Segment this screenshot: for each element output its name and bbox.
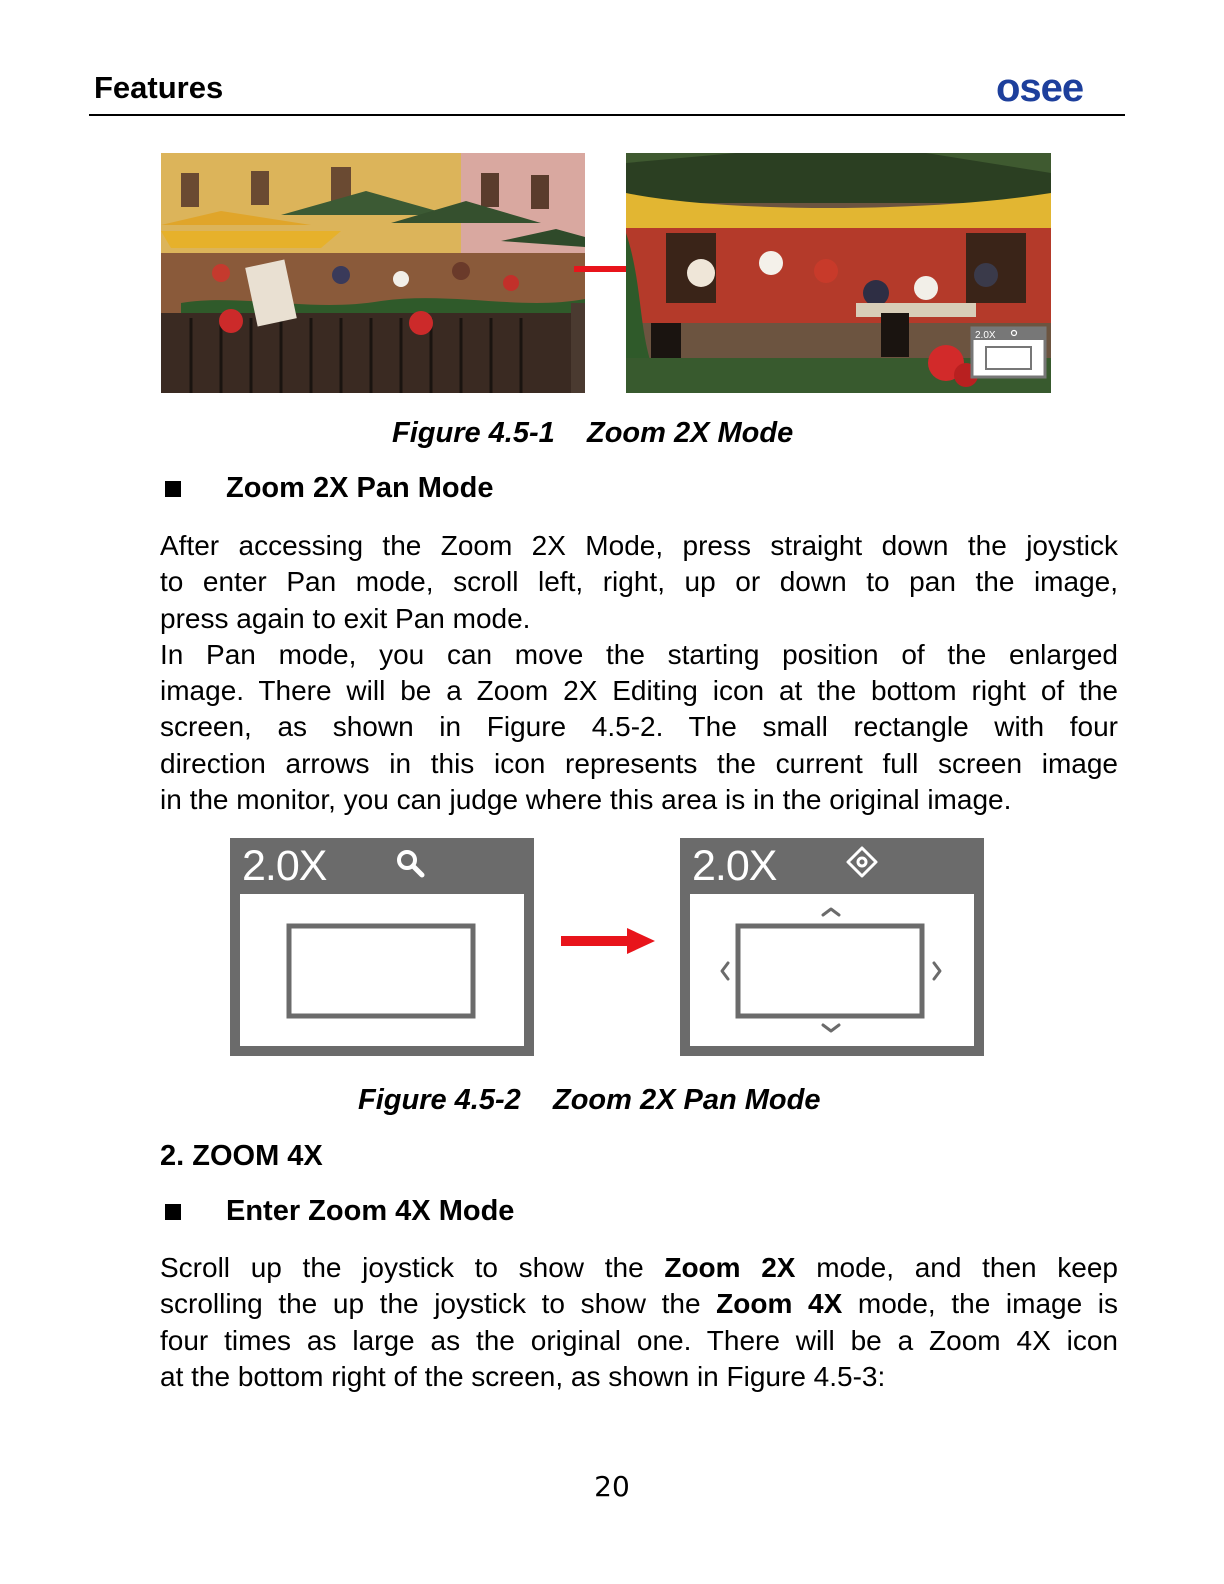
paragraph-line: four times as large as the original one. There will be a Zoom 4X icon <box>160 1324 1118 1356</box>
figure-4-5-2-caption: Figure 4.5-2 Zoom 2X Pan Mode <box>358 1084 821 1116</box>
header-title: Features <box>94 70 224 105</box>
bullet-square-icon <box>165 1204 181 1220</box>
zoom-4x-heading: 2. ZOOM 4X <box>160 1140 323 1172</box>
zoom-2x-pan-icon <box>680 838 984 1056</box>
paragraph-line: screen, as shown in Figure 4.5-2. The small rectangle with four <box>160 711 1118 743</box>
pan-mode-subtitle: Zoom 2X Pan Mode <box>226 472 494 504</box>
paragraph-line: Scroll up the joystick to show the Zoom 2X mode, and then keep <box>160 1252 1119 1283</box>
paragraph-line: After accessing the Zoom 2X Mode, press straight down the joystick <box>160 530 1118 561</box>
zoomed-photo <box>626 153 1051 393</box>
paragraph-line: press again to exit Pan mode. <box>160 602 531 634</box>
zoom-level-label: 2.0X <box>242 842 327 890</box>
paragraph-line: at the bottom right of the screen, as shown in Figure 4.5-3: <box>160 1360 886 1392</box>
bullet-square-icon <box>165 481 181 497</box>
zoom-2x-icon <box>230 838 534 1056</box>
paragraph-line: direction arrows in this icon represents the current full screen image <box>160 747 1118 779</box>
logo-text: osee <box>996 70 1084 106</box>
original-photo <box>161 153 585 393</box>
figure-4-5-1-caption: Figure 4.5-1 Zoom 2X Mode <box>392 417 794 449</box>
osee-logo <box>994 70 1122 111</box>
paragraph-line: to enter Pan mode, scroll left, right, up or down to pan the image, <box>160 566 1118 598</box>
paragraph-line: scrolling the up the joystick to show the Zoom 4X mode, the image is <box>160 1288 1119 1320</box>
zoom-4x-paragraph <box>160 1250 1118 1395</box>
paragraph-line: In Pan mode, you can move the starting position of the enlarged <box>160 638 1118 670</box>
zoom-level-label: 2.0X <box>692 842 777 890</box>
pan-mode-paragraph <box>160 528 1118 818</box>
paragraph-line: image. There will be a Zoom 2X Editing icon at the bottom right of the <box>160 675 1118 707</box>
mini-icon-label: 2.0X <box>975 330 996 341</box>
zoom-4x-subtitle: Enter Zoom 4X Mode <box>226 1195 515 1227</box>
paragraph-line: in the monitor, you can judge where this area is in the original image. <box>160 784 1012 816</box>
red-arrow-icon <box>561 928 655 954</box>
header-rule <box>89 114 1125 116</box>
page-number: 20 <box>594 1470 630 1503</box>
